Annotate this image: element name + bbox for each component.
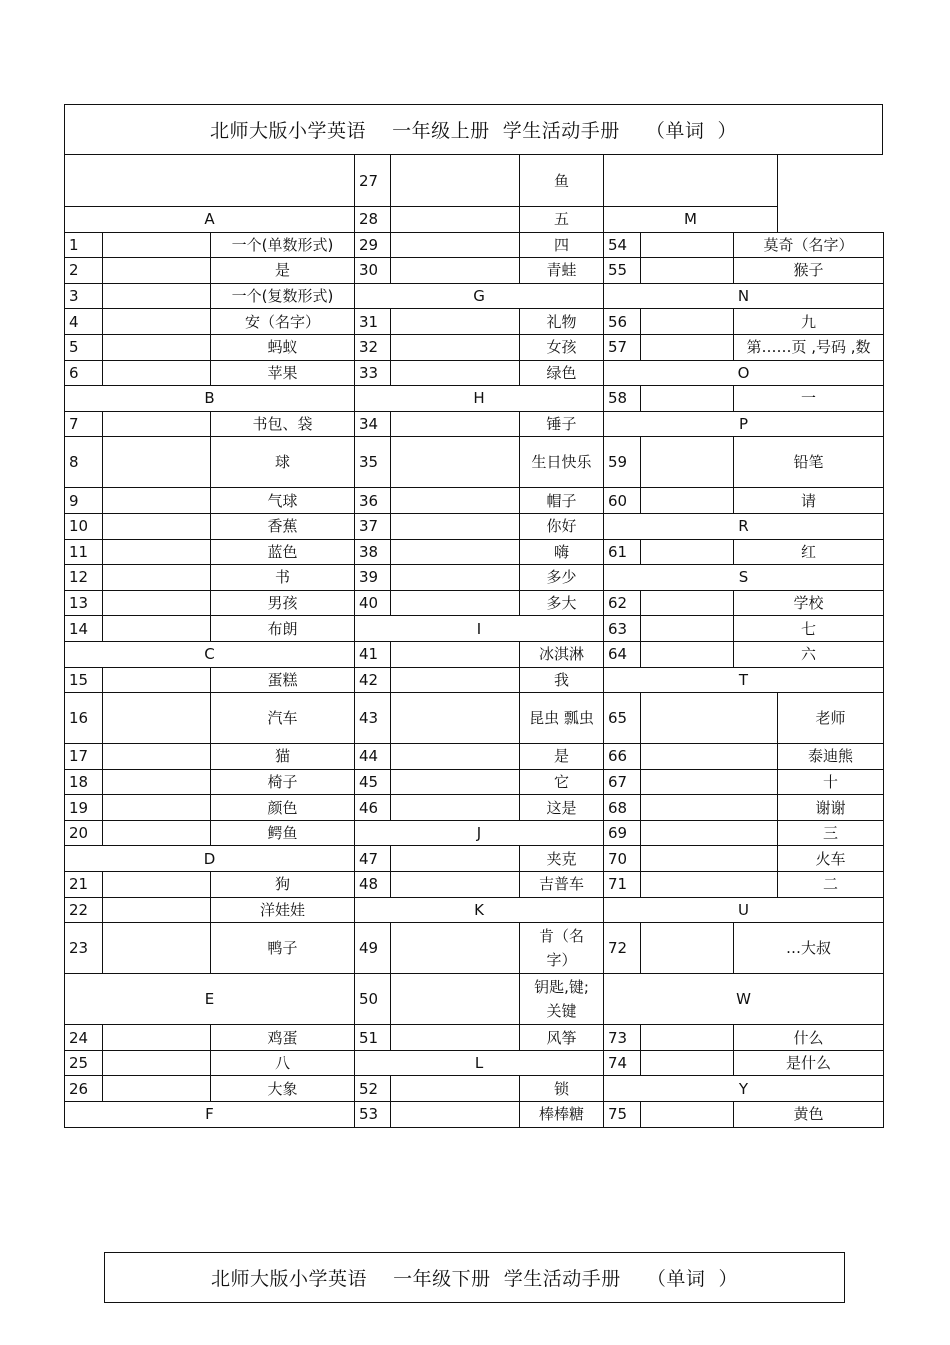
- word-number-cell: 24: [65, 1025, 103, 1051]
- word-number-cell: 1: [65, 232, 103, 258]
- answer-blank-cell: [103, 923, 211, 974]
- word-meaning-cell: 狗: [211, 872, 355, 898]
- table-row: [65, 283, 884, 309]
- answer-blank-cell: [391, 334, 520, 360]
- letter-header-cell: S: [604, 565, 884, 591]
- word-meaning-cell: 这是: [520, 795, 604, 821]
- word-meaning-cell: 是: [211, 258, 355, 284]
- word-meaning-cell: 八: [211, 1050, 355, 1076]
- word-number-cell: 30: [355, 258, 391, 284]
- word-number-cell: 34: [355, 411, 391, 437]
- answer-blank-cell: [391, 923, 520, 974]
- word-meaning-cell: 一个(单数形式): [211, 232, 355, 258]
- table-row: [65, 974, 884, 1025]
- word-meaning-cell: 锁: [520, 1076, 604, 1102]
- word-meaning-cell: 老师: [778, 693, 884, 744]
- answer-blank-cell: [641, 923, 734, 974]
- word-meaning-cell: 书包、袋: [211, 411, 355, 437]
- letter-header-cell: W: [604, 974, 884, 1025]
- word-meaning-cell: 火车: [778, 846, 884, 872]
- table-row: [65, 309, 884, 335]
- letter-header-cell: Y: [604, 1076, 884, 1102]
- word-number-cell: 27: [355, 155, 391, 207]
- word-number-cell: 12: [65, 565, 103, 591]
- word-number-cell: 57: [604, 334, 641, 360]
- word-meaning-cell: 多大: [520, 590, 604, 616]
- answer-blank-cell: [103, 309, 211, 335]
- word-number-cell: 62: [604, 590, 641, 616]
- word-number-cell: 66: [604, 744, 641, 770]
- answer-blank-cell: [65, 155, 355, 207]
- word-meaning-cell: 女孩: [520, 334, 604, 360]
- table-row: [65, 590, 884, 616]
- word-number-cell: 64: [604, 641, 641, 667]
- word-number-cell: 5: [65, 334, 103, 360]
- word-meaning-cell: 礼物: [520, 309, 604, 335]
- answer-blank-cell: [103, 258, 211, 284]
- word-number-cell: 39: [355, 565, 391, 591]
- word-number-cell: 17: [65, 744, 103, 770]
- vocabulary-table-body: [65, 155, 884, 1128]
- answer-blank-cell: [103, 769, 211, 795]
- table-row: [65, 795, 884, 821]
- table-row: [65, 488, 884, 514]
- letter-header-cell: B: [65, 386, 355, 412]
- word-number-cell: 49: [355, 923, 391, 974]
- answer-blank-cell: [103, 334, 211, 360]
- word-number-cell: 53: [355, 1102, 391, 1128]
- word-number-cell: 51: [355, 1025, 391, 1051]
- word-meaning-cell: 蓝色: [211, 539, 355, 565]
- word-number-cell: 45: [355, 769, 391, 795]
- word-meaning-cell: 黄色: [734, 1102, 884, 1128]
- table-row: [65, 513, 884, 539]
- word-meaning-cell: 汽车: [211, 693, 355, 744]
- answer-blank-cell: [391, 744, 520, 770]
- answer-blank-cell: [391, 258, 520, 284]
- answer-blank-cell: [103, 437, 211, 488]
- word-meaning-cell: 九: [734, 309, 884, 335]
- word-meaning-cell: 大象: [211, 1076, 355, 1102]
- word-number-cell: 4: [65, 309, 103, 335]
- word-meaning-cell: 鸡蛋: [211, 1025, 355, 1051]
- letter-header-cell: L: [355, 1050, 604, 1076]
- word-number-cell: 11: [65, 539, 103, 565]
- word-meaning-cell: 冰淇淋: [520, 641, 604, 667]
- word-meaning-cell: 球: [211, 437, 355, 488]
- table-row: [65, 1076, 884, 1102]
- answer-blank-cell: [103, 411, 211, 437]
- word-number-cell: 8: [65, 437, 103, 488]
- letter-header-cell: M: [604, 207, 778, 233]
- letter-header-cell: U: [604, 897, 884, 923]
- answer-blank-cell: [103, 616, 211, 642]
- answer-blank-cell: [641, 769, 778, 795]
- word-number-cell: 60: [604, 488, 641, 514]
- word-meaning-cell: 猫: [211, 744, 355, 770]
- answer-blank-cell: [641, 693, 778, 744]
- letter-header-cell: D: [65, 846, 355, 872]
- word-number-cell: 15: [65, 667, 103, 693]
- word-meaning-cell: 肯（名字）: [520, 923, 604, 974]
- answer-blank-cell: [391, 513, 520, 539]
- answer-blank-cell: [391, 667, 520, 693]
- answer-blank-cell: [391, 641, 520, 667]
- word-number-cell: 16: [65, 693, 103, 744]
- table-row: [65, 258, 884, 284]
- table-row: [65, 411, 884, 437]
- word-number-cell: 47: [355, 846, 391, 872]
- answer-blank-cell: [641, 846, 778, 872]
- word-number-cell: 50: [355, 974, 391, 1025]
- word-meaning-cell: 红: [734, 539, 884, 565]
- word-meaning-cell: 是: [520, 744, 604, 770]
- table-row: [65, 1025, 884, 1051]
- answer-blank-cell: [641, 641, 734, 667]
- word-meaning-cell: 夹克: [520, 846, 604, 872]
- word-number-cell: 35: [355, 437, 391, 488]
- answer-blank-cell: [103, 1076, 211, 1102]
- answer-blank-cell: [103, 820, 211, 846]
- word-number-cell: 67: [604, 769, 641, 795]
- table-row: [65, 539, 884, 565]
- letter-header-cell: I: [355, 616, 604, 642]
- answer-blank-cell: [641, 386, 734, 412]
- answer-blank-cell: [103, 488, 211, 514]
- word-number-cell: 54: [604, 232, 641, 258]
- word-meaning-cell: 什么: [734, 1025, 884, 1051]
- answer-blank-cell: [391, 207, 520, 233]
- answer-blank-cell: [641, 1050, 734, 1076]
- table-row: [65, 693, 884, 744]
- word-number-cell: 37: [355, 513, 391, 539]
- word-meaning-cell: 棒棒糖: [520, 1102, 604, 1128]
- word-number-cell: 18: [65, 769, 103, 795]
- answer-blank-cell: [641, 744, 778, 770]
- word-meaning-cell: 谢谢: [778, 795, 884, 821]
- answer-blank-cell: [391, 693, 520, 744]
- answer-blank-cell: [103, 565, 211, 591]
- table-row: [65, 386, 884, 412]
- word-meaning-cell: 蚂蚁: [211, 334, 355, 360]
- letter-header-cell: O: [604, 360, 884, 386]
- word-meaning-cell: 我: [520, 667, 604, 693]
- word-meaning-cell: 锤子: [520, 411, 604, 437]
- word-number-cell: 6: [65, 360, 103, 386]
- answer-blank-cell: [641, 1102, 734, 1128]
- word-meaning-cell: 蛋糕: [211, 667, 355, 693]
- word-meaning-cell: 气球: [211, 488, 355, 514]
- letter-header-cell: K: [355, 897, 604, 923]
- word-number-cell: 10: [65, 513, 103, 539]
- word-meaning-cell: 二: [778, 872, 884, 898]
- word-meaning-cell: 安（名字）: [211, 309, 355, 335]
- table-row: [65, 641, 884, 667]
- answer-blank-cell: [391, 232, 520, 258]
- answer-blank-cell: [391, 488, 520, 514]
- word-meaning-cell: 五: [520, 207, 604, 233]
- word-meaning-cell: 第……页 ,号码 ,数: [734, 334, 884, 360]
- word-meaning-cell: 一: [734, 386, 884, 412]
- letter-header-cell: P: [604, 411, 884, 437]
- answer-blank-cell: [391, 769, 520, 795]
- table-row: [65, 923, 884, 974]
- word-number-cell: 52: [355, 1076, 391, 1102]
- word-meaning-cell: 青蛙: [520, 258, 604, 284]
- word-meaning-cell: 多少: [520, 565, 604, 591]
- word-meaning-cell: 风筝: [520, 1025, 604, 1051]
- word-number-cell: 23: [65, 923, 103, 974]
- answer-blank-cell: [641, 1025, 734, 1051]
- answer-blank-cell: [391, 309, 520, 335]
- letter-header-cell: H: [355, 386, 604, 412]
- answer-blank-cell: [391, 872, 520, 898]
- word-number-cell: 74: [604, 1050, 641, 1076]
- word-number-cell: 70: [604, 846, 641, 872]
- answer-blank-cell: [641, 616, 734, 642]
- word-meaning-cell: 七: [734, 616, 884, 642]
- word-meaning-cell: 铅笔: [734, 437, 884, 488]
- word-number-cell: 61: [604, 539, 641, 565]
- table-row: [65, 565, 884, 591]
- word-meaning-cell: 猴子: [734, 258, 884, 284]
- word-meaning-cell: 苹果: [211, 360, 355, 386]
- letter-header-cell: J: [355, 820, 604, 846]
- word-number-cell: 33: [355, 360, 391, 386]
- letter-header-cell: E: [65, 974, 355, 1025]
- word-meaning-cell: 四: [520, 232, 604, 258]
- word-number-cell: 13: [65, 590, 103, 616]
- answer-blank-cell: [103, 872, 211, 898]
- word-meaning-cell: 三: [778, 820, 884, 846]
- table-row: [65, 437, 884, 488]
- table-row: [65, 360, 884, 386]
- word-number-cell: 58: [604, 386, 641, 412]
- table-row: [65, 1050, 884, 1076]
- answer-blank-cell: [641, 488, 734, 514]
- answer-blank-cell: [103, 795, 211, 821]
- table-row: [65, 616, 884, 642]
- answer-blank-cell: [391, 411, 520, 437]
- word-meaning-cell: 鱼: [520, 155, 604, 207]
- table-row: [65, 667, 884, 693]
- word-meaning-cell: 椅子: [211, 769, 355, 795]
- letter-header-cell: A: [65, 207, 355, 233]
- word-number-cell: 36: [355, 488, 391, 514]
- letter-header-cell: N: [604, 283, 884, 309]
- word-number-cell: 68: [604, 795, 641, 821]
- answer-blank-cell: [391, 974, 520, 1025]
- word-meaning-cell: 十: [778, 769, 884, 795]
- answer-blank-cell: [391, 846, 520, 872]
- word-number-cell: 42: [355, 667, 391, 693]
- table-row: [65, 1102, 884, 1128]
- answer-blank-cell: [103, 513, 211, 539]
- table-row: [65, 820, 884, 846]
- answer-blank-cell: [391, 1102, 520, 1128]
- table-row: [65, 334, 884, 360]
- answer-blank-cell: [103, 1025, 211, 1051]
- answer-blank-cell: [391, 155, 520, 207]
- word-meaning-cell: 书: [211, 565, 355, 591]
- answer-blank-cell: [103, 1050, 211, 1076]
- answer-blank-cell: [103, 590, 211, 616]
- answer-blank-cell: [103, 897, 211, 923]
- word-number-cell: 28: [355, 207, 391, 233]
- letter-header-cell: F: [65, 1102, 355, 1128]
- word-number-cell: 56: [604, 309, 641, 335]
- word-meaning-cell: 嗨: [520, 539, 604, 565]
- word-number-cell: 29: [355, 232, 391, 258]
- word-meaning-cell: 生日快乐: [520, 437, 604, 488]
- word-number-cell: 44: [355, 744, 391, 770]
- answer-blank-cell: [641, 258, 734, 284]
- answer-blank-cell: [391, 795, 520, 821]
- letter-header-cell: C: [65, 641, 355, 667]
- letter-header-cell: R: [604, 513, 884, 539]
- word-number-cell: 63: [604, 616, 641, 642]
- word-number-cell: 72: [604, 923, 641, 974]
- answer-blank-cell: [391, 1025, 520, 1051]
- word-meaning-cell: 你好: [520, 513, 604, 539]
- word-meaning-cell: 泰迪熊: [778, 744, 884, 770]
- answer-blank-cell: [391, 539, 520, 565]
- word-number-cell: 43: [355, 693, 391, 744]
- word-number-cell: 9: [65, 488, 103, 514]
- word-meaning-cell: 吉普车: [520, 872, 604, 898]
- word-number-cell: 38: [355, 539, 391, 565]
- answer-blank-cell: [641, 334, 734, 360]
- word-number-cell: 71: [604, 872, 641, 898]
- word-number-cell: 59: [604, 437, 641, 488]
- answer-blank-cell: [103, 283, 211, 309]
- answer-blank-cell: [641, 232, 734, 258]
- vocabulary-table: [64, 154, 884, 1128]
- word-meaning-cell: 六: [734, 641, 884, 667]
- answer-blank-cell: [103, 744, 211, 770]
- word-number-cell: 75: [604, 1102, 641, 1128]
- word-meaning-cell: 是什么: [734, 1050, 884, 1076]
- word-meaning-cell: 香蕉: [211, 513, 355, 539]
- word-number-cell: 2: [65, 258, 103, 284]
- word-number-cell: 3: [65, 283, 103, 309]
- word-meaning-cell: 男孩: [211, 590, 355, 616]
- word-number-cell: 73: [604, 1025, 641, 1051]
- table-row: [65, 207, 884, 233]
- word-meaning-cell: 钥匙,键; 关键: [520, 974, 604, 1025]
- answer-blank-cell: [103, 360, 211, 386]
- table-row: [65, 872, 884, 898]
- word-number-cell: 32: [355, 334, 391, 360]
- word-number-cell: 7: [65, 411, 103, 437]
- word-meaning-cell: 请: [734, 488, 884, 514]
- table-row: [65, 232, 884, 258]
- word-meaning-cell: 它: [520, 769, 604, 795]
- answer-blank-cell: [641, 309, 734, 335]
- answer-blank-cell: [391, 1076, 520, 1102]
- word-meaning-cell: 昆虫 瓢虫: [520, 693, 604, 744]
- table-row: [65, 155, 884, 207]
- word-number-cell: 26: [65, 1076, 103, 1102]
- word-number-cell: 20: [65, 820, 103, 846]
- word-number-cell: 55: [604, 258, 641, 284]
- word-meaning-cell: 颜色: [211, 795, 355, 821]
- page-title-grade1-vol2: 北师大版小学英语 一年级下册 学生活动手册 （单词 ）: [104, 1252, 845, 1303]
- word-number-cell: 46: [355, 795, 391, 821]
- answer-blank-cell: [641, 437, 734, 488]
- answer-blank-cell: [391, 565, 520, 591]
- word-meaning-cell: 绿色: [520, 360, 604, 386]
- answer-blank-cell: [641, 795, 778, 821]
- answer-blank-cell: [391, 437, 520, 488]
- answer-blank-cell: [641, 872, 778, 898]
- letter-header-cell: T: [604, 667, 884, 693]
- word-meaning-cell: 布朗: [211, 616, 355, 642]
- word-number-cell: 31: [355, 309, 391, 335]
- word-number-cell: 19: [65, 795, 103, 821]
- word-number-cell: 21: [65, 872, 103, 898]
- word-number-cell: 40: [355, 590, 391, 616]
- word-meaning-cell: …大叔: [734, 923, 884, 974]
- answer-blank-cell: [103, 667, 211, 693]
- answer-blank-cell: [391, 360, 520, 386]
- page-title-grade1-vol1: 北师大版小学英语 一年级上册 学生活动手册 （单词 ）: [64, 104, 883, 155]
- word-number-cell: 22: [65, 897, 103, 923]
- answer-blank-cell: [641, 539, 734, 565]
- table-row: [65, 744, 884, 770]
- letter-header-cell: G: [355, 283, 604, 309]
- table-row: [65, 846, 884, 872]
- word-meaning-cell: 帽子: [520, 488, 604, 514]
- word-number-cell: 41: [355, 641, 391, 667]
- word-number-cell: 25: [65, 1050, 103, 1076]
- word-meaning-cell: 学校: [734, 590, 884, 616]
- answer-blank-cell: [103, 539, 211, 565]
- table-row: [65, 897, 884, 923]
- word-number-cell: 65: [604, 693, 641, 744]
- word-number-cell: 48: [355, 872, 391, 898]
- word-meaning-cell: 莫奇（名字）: [734, 232, 884, 258]
- answer-blank-cell: [103, 693, 211, 744]
- word-meaning-cell: 鳄鱼: [211, 820, 355, 846]
- answer-blank-cell: [604, 155, 778, 207]
- word-meaning-cell: 一个(复数形式): [211, 283, 355, 309]
- word-number-cell: 69: [604, 820, 641, 846]
- answer-blank-cell: [641, 590, 734, 616]
- word-meaning-cell: 鸭子: [211, 923, 355, 974]
- table-row: [65, 769, 884, 795]
- answer-blank-cell: [641, 820, 778, 846]
- answer-blank-cell: [391, 590, 520, 616]
- word-number-cell: 14: [65, 616, 103, 642]
- answer-blank-cell: [103, 232, 211, 258]
- word-meaning-cell: 洋娃娃: [211, 897, 355, 923]
